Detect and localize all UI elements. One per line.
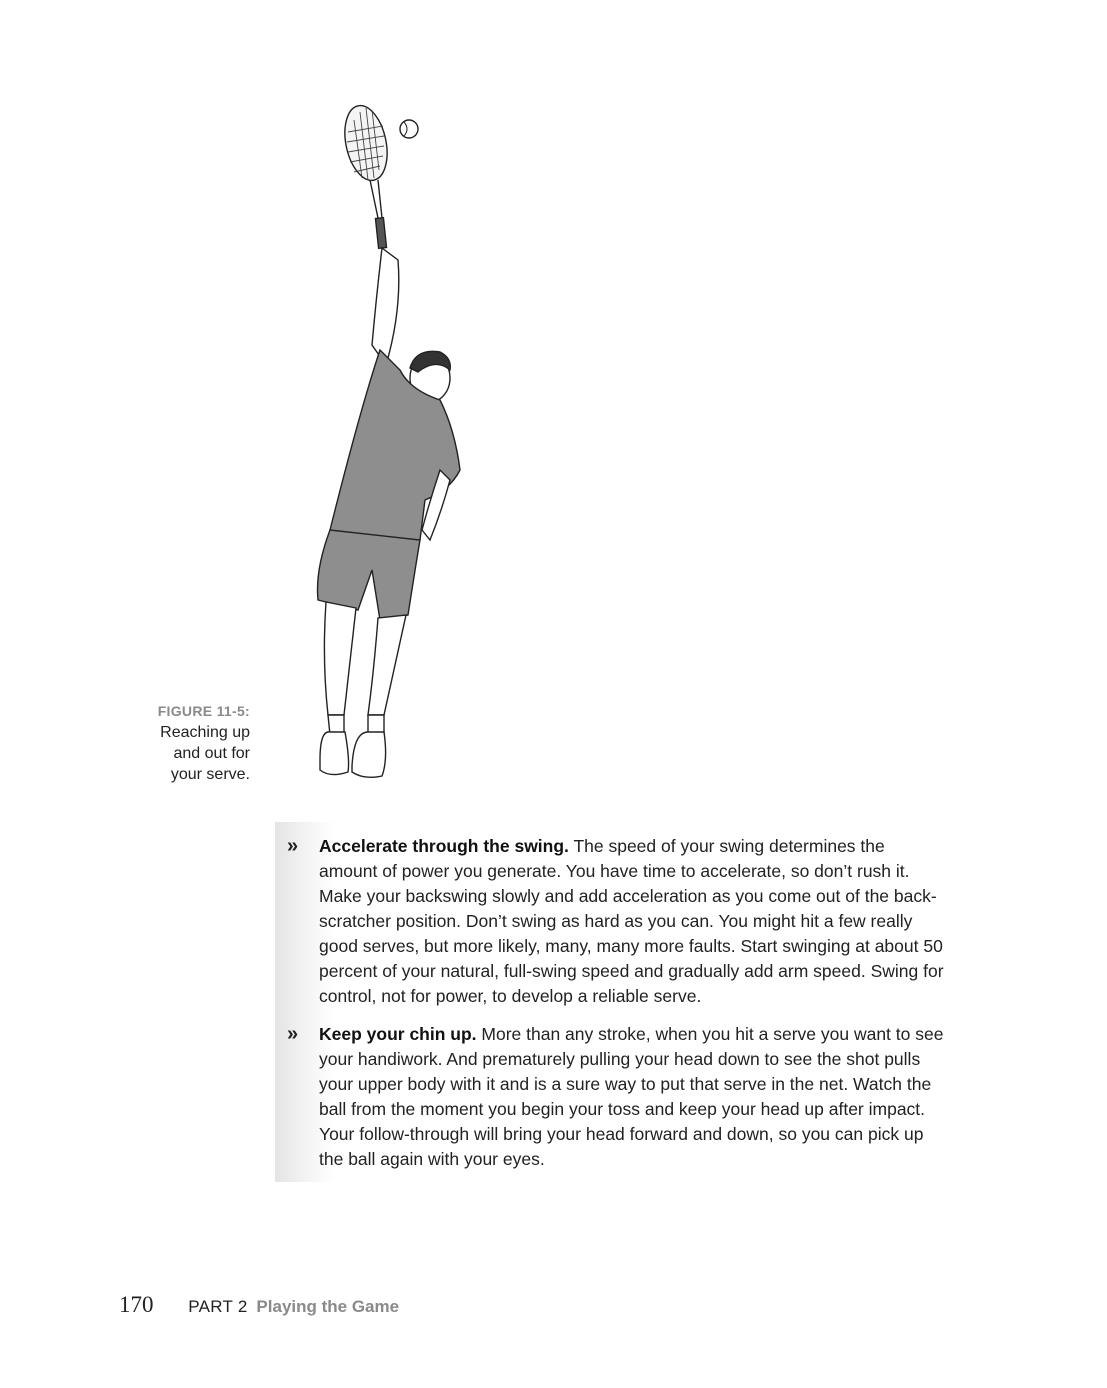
part-label: PART 2 (188, 1297, 248, 1316)
player-legs (324, 602, 406, 715)
list-item (287, 834, 944, 1009)
figure-caption-line: your serve. (170, 766, 250, 783)
page-footer (119, 1292, 399, 1318)
racket-throat (370, 180, 382, 218)
figure-caption (110, 701, 250, 785)
figure-caption-line: and out for (173, 745, 250, 762)
list-item (287, 1022, 944, 1172)
racket-head (339, 102, 394, 185)
double-chevron-icon: » (287, 1023, 296, 1045)
figure-caption-line: Reaching up (160, 724, 250, 741)
page-number: 170 (119, 1292, 154, 1317)
figure-label: FIGURE 11-5: (157, 703, 250, 719)
serving-arm (372, 248, 399, 365)
bullet-text: More than any stroke, when you hit a serve you want to see your handiwork. And prematurely pulling your head down to see the shot pulls your upper body with it and is a sure way to put that serve in the net. Watch the ball from the moment you begin your toss and keep your head up after impact. Your follow-through will bring your head forward and down, so you can pick up the ball again with your eyes. (319, 1024, 944, 1169)
double-chevron-icon: » (287, 835, 296, 857)
bullet-list (275, 822, 945, 1182)
figure-illustration (290, 100, 490, 790)
bullet-text: The speed of your swing determines the amount of power you generate. You have time to accelerate, so don’t rush it. Make your backswing slowly and add acceleration as you come out of the back-scratcher position. Don’t swing as hard as you can. You might hit a few really good serves, but more likely, many, many more faults. Start swinging at about 50 percent of your natural, full-swing speed and gradually add arm speed. Swing for control, not for power, to develop a reliable serve. (319, 836, 944, 1006)
player-shoes (320, 732, 386, 777)
bullet-heading: Keep your chin up. (319, 1024, 477, 1044)
racket-grip (375, 218, 386, 249)
section-title: Playing the Game (256, 1297, 400, 1316)
tennis-ball (400, 120, 418, 138)
bullet-heading: Accelerate through the swing. (319, 836, 569, 856)
